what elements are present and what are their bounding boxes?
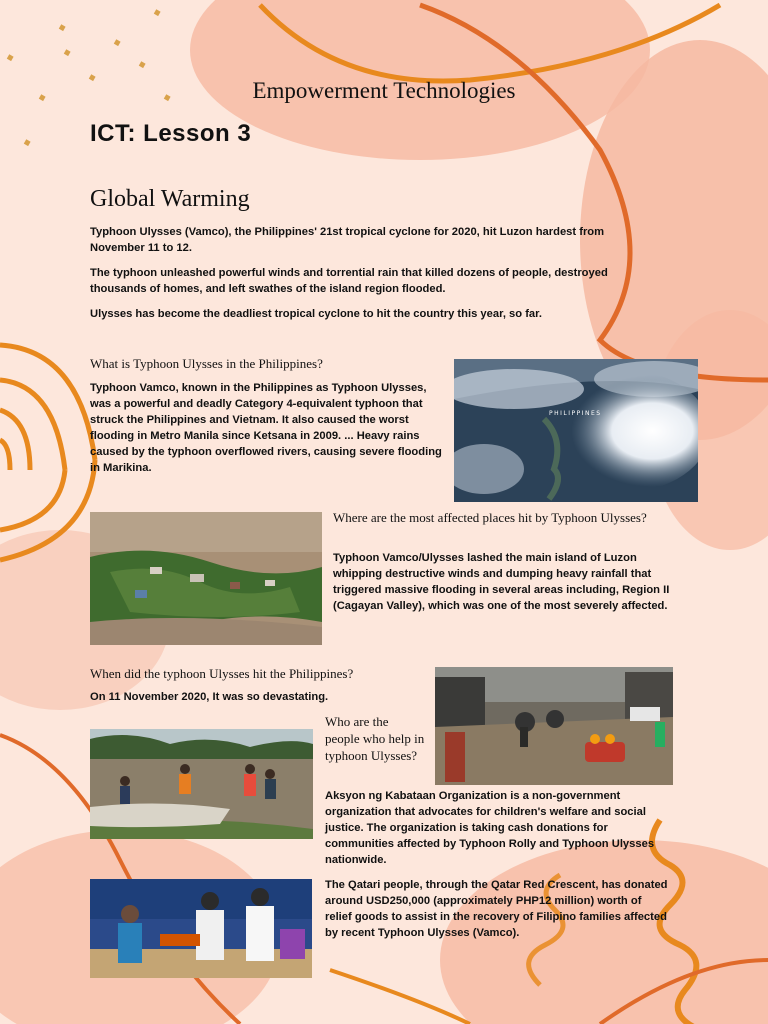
answer-qatar-red-crescent: The Qatari people, through the Qatar Red Crescent, has donated around USD250,000 (approximately PHP12 million) worth of relief goods to assist in the recovery of Filipino families affected by recent Typhoon Ulysses (Vamco). [325, 879, 668, 939]
satellite-image [454, 359, 698, 502]
intro-paragraph-2: The typhoon unleashed powerful winds and torrential rain that killed dozens of people, destroyed thousands of homes, and left swathes of the island region flooded. [90, 267, 608, 295]
answer-aksyon-kabataan-text: Aksyon ng Kabataan Organization is a non-government organization that advocates for children's welfare and social justice. The organization is taking cash donations for communities affected by Typhoon Rolly and Typhoon Ulysses nationwide. [325, 790, 655, 866]
question-when-hit: When did the typhoon Ulysses hit the Philippines? [90, 666, 354, 681]
satellite-label: PHILIPPINES [549, 410, 602, 417]
question-what-is-ulysses: What is Typhoon Ulysses in the Philippines? [90, 356, 323, 371]
lesson-title: ICT: Lesson 3 [90, 120, 252, 147]
question-affected-places: Where are the most affected places hit by Typhoon Ulysses? [333, 510, 647, 525]
relief-distribution-photo [90, 879, 312, 978]
answer-affected-places: Typhoon Vamco/Ulysses lashed the main island of Luzon whipping destructive winds and dumping heavy rainfall that triggered massive flooding in several areas including, Region II (Cagayan Valley), which was one of the most severely affected. [333, 552, 670, 612]
intro-paragraph-3: Ulysses has become the deadliest tropical cyclone to hit the country this year, so far. [90, 308, 542, 320]
answer-when-hit: On 11 November 2020, It was so devastating. [90, 691, 329, 703]
answer-aksyon-kabataan [325, 788, 675, 868]
answer-what-is-ulysses: Typhoon Vamco, known in the Philippines as Typhoon Ulysses, was a powerful and deadly Category 4-equivalent typhoon that struck the Philippines and Vietnam. It also caused the worst flooding in Metro Manila since Ketsana in 2009. ... Heavy rains caused by the typhoon overflowed rivers, causing severe flooding in Marikina. [90, 382, 442, 474]
rescue-boat-photo [90, 729, 313, 839]
section-title: Global Warming [90, 186, 250, 212]
flooded-village-photo [90, 512, 322, 645]
document-subtitle: Empowerment Technologies [252, 78, 516, 103]
flooded-street-photo [435, 667, 673, 785]
question-who-helped: Who are the people who help in typhoon Ulysses? [325, 714, 425, 763]
intro-paragraph-1: Typhoon Ulysses (Vamco), the Philippines' 21st tropical cyclone for 2020, hit Luzon hardest from November 11 to 12. [90, 226, 605, 254]
